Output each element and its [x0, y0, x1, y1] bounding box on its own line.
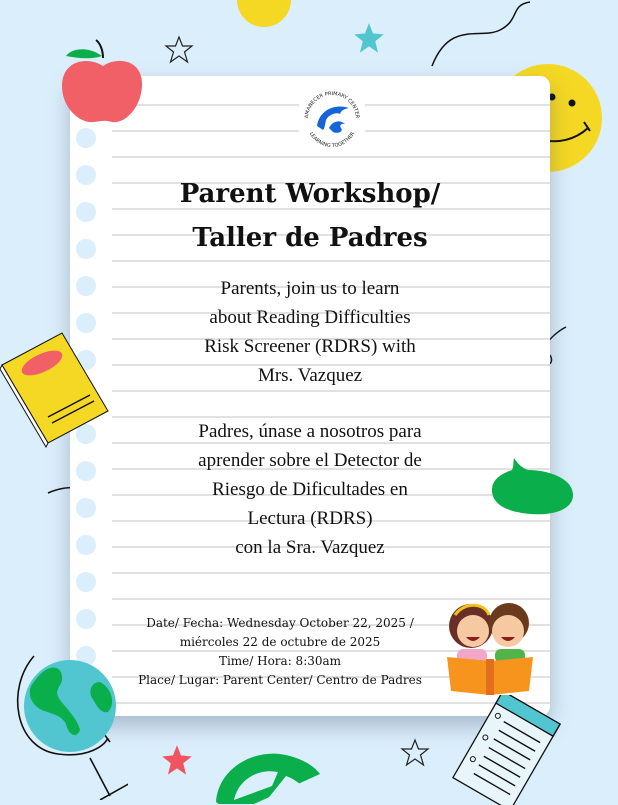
event-time: Time/ Hora: 8:30am — [218, 654, 342, 668]
book-icon — [0, 325, 115, 450]
speech-bubble-icon — [486, 456, 576, 516]
squiggle-icon — [430, 0, 540, 70]
notepad-icon — [452, 695, 562, 805]
teal-star-icon — [352, 22, 386, 56]
event-date-es: miércoles 22 de octubre de 2025 — [179, 635, 381, 649]
globe-icon — [8, 648, 128, 800]
school-logo — [299, 86, 365, 152]
event-date: Date/ Fecha: Wednesday October 22, 2025 / — [146, 616, 414, 630]
notebook-paper — [70, 76, 550, 716]
outline-star-icon — [164, 35, 194, 65]
svg-text:LEARNING TOGETHER: LEARNING TOGETHER — [307, 131, 357, 150]
page-title: Parent Workshop/ Taller de Padres — [179, 179, 441, 253]
svg-text:AMANECER PRIMARY CENTER: AMANECER PRIMARY CENTER — [303, 90, 361, 119]
red-star-icon — [160, 744, 194, 778]
sun-icon — [236, 0, 292, 28]
kids-reading-illustration — [435, 591, 545, 701]
apple-icon — [58, 38, 148, 128]
workshop-description: Parents, join us to learn about Reading Difficulties Risk Screener (RDRS) with Mrs. Vazquez Padres, únase a nosotros para aprender sobre el Detector de Riesgo de Dificultades en Lectura (RDRS) con la Sra. Vazquez — [198, 278, 422, 558]
event-place: Place/ Lugar: Parent Center/ Centro de Padres — [138, 673, 422, 687]
outline-star-small-icon — [400, 738, 430, 768]
protractor-icon — [212, 744, 322, 804]
event-details — [120, 614, 440, 690]
